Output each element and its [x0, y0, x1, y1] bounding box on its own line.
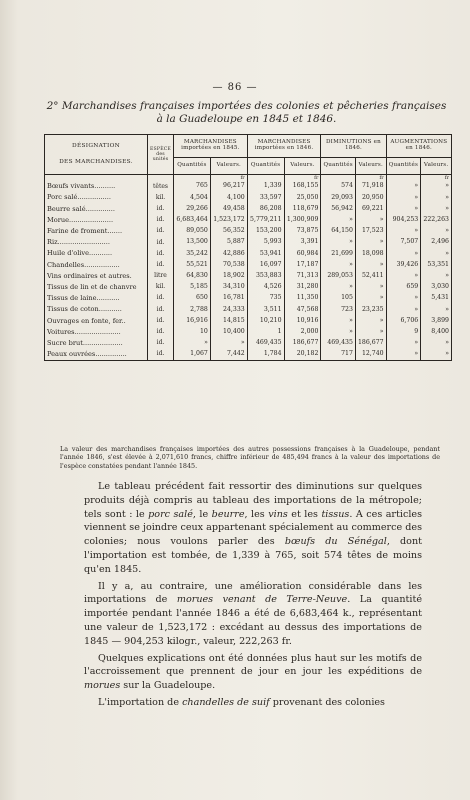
row-unit: kil.	[148, 192, 174, 203]
cell-va: 222,263	[421, 215, 452, 226]
cell-v46: 20,182	[284, 349, 321, 361]
row-label: Farine de froment.......	[45, 226, 148, 237]
row-label: Tissus de coton...........	[45, 304, 148, 315]
cell-q46: 86,208	[247, 203, 284, 214]
cell-v46: 168,155	[284, 181, 321, 192]
cell-va: »	[421, 203, 452, 214]
cell-v45: 16,781	[210, 293, 247, 304]
cell-qa: »	[386, 248, 421, 259]
subheader-quantity: Quantités	[174, 158, 211, 175]
row-unit: id.	[148, 338, 174, 349]
cell-qa: 7,507	[386, 237, 421, 248]
cell-va: 2,496	[421, 237, 452, 248]
cell-q46: 10,210	[247, 315, 284, 326]
cell-qd: »	[321, 259, 356, 270]
cell-vd: 52,411	[355, 271, 386, 282]
cell-vd: 71,918	[355, 181, 386, 192]
table-row	[45, 326, 452, 337]
cell-qd: 64,150	[321, 226, 356, 237]
cell-va: »	[421, 349, 452, 361]
paragraph: Il y a, au contraire, une amélioration considérable dans les importations de morues venant de Terre-Neuve. La quantité importée pendant l'année 1846 a été de 6,683,464 k., représentant une valeur de 1,523,172 : excédant au dessus des importations de 1845 — 904,253 kilogr., valeur, 222,263 fr.	[84, 580, 423, 647]
row-unit: têtes	[148, 181, 174, 192]
row-label: Huile d'olive...........	[45, 248, 148, 259]
cell-vd: »	[355, 282, 386, 293]
cell-va: »	[421, 304, 452, 315]
cell-vd: 186,677	[355, 338, 386, 349]
cell-v46: 60,984	[284, 248, 321, 259]
cell-qd: »	[321, 237, 356, 248]
cell-qa: »	[386, 203, 421, 214]
cell-qd: 469,435	[321, 338, 356, 349]
cell-va: »	[421, 248, 452, 259]
cell-q45: 1,067	[174, 349, 211, 361]
cell-vd: 23,235	[355, 304, 386, 315]
cell-qd: »	[321, 282, 356, 293]
cell-q46: 5,993	[247, 237, 284, 248]
cell-v45: 34,310	[210, 282, 247, 293]
header-group-1846: MARCHANDISES importées en 1846.	[247, 135, 321, 158]
table-row	[45, 237, 452, 248]
cell-qa: 904,253	[386, 215, 421, 226]
cell-v46: 2,000	[284, 326, 321, 337]
subheader-quantity: Quantités	[321, 158, 356, 175]
cell-va: 53,351	[421, 259, 452, 270]
row-label: Vins ordinaires et autres.	[45, 271, 148, 282]
cell-qa: »	[386, 293, 421, 304]
cell-vd: 12,740	[355, 349, 386, 361]
cell-v45: 56,352	[210, 226, 247, 237]
page-number: — 86 —	[212, 82, 258, 93]
cell-va: »	[421, 338, 452, 349]
cell-v45: 18,902	[210, 271, 247, 282]
cell-v46: 1,300,909	[284, 215, 321, 226]
cell-q45: 29,266	[174, 203, 211, 214]
cell-v46: 10,916	[284, 315, 321, 326]
cell-vd: »	[355, 326, 386, 337]
row-unit: id.	[148, 248, 174, 259]
row-unit: id.	[148, 203, 174, 214]
subheader-value: Valeurs.	[210, 158, 247, 175]
row-unit: id.	[148, 237, 174, 248]
cell-v45: 42,886	[210, 248, 247, 259]
cell-va: 5,431	[421, 293, 452, 304]
cell-q46: 16,097	[247, 259, 284, 270]
cell-va: »	[421, 271, 452, 282]
cell-q46: 33,597	[247, 192, 284, 203]
currency-label: fr	[421, 175, 452, 182]
cell-q45: 55,521	[174, 259, 211, 270]
table-row	[45, 304, 452, 315]
cell-qa: 6,706	[386, 315, 421, 326]
cell-q46: 4,526	[247, 282, 284, 293]
cell-q46: 1,339	[247, 181, 284, 192]
cell-v46: 118,679	[284, 203, 321, 214]
cell-v46: 3,391	[284, 237, 321, 248]
cell-qd: 574	[321, 181, 356, 192]
table-row	[45, 248, 452, 259]
row-unit: id.	[148, 304, 174, 315]
cell-q45: 2,788	[174, 304, 211, 315]
row-unit: id.	[148, 215, 174, 226]
table-row	[45, 203, 452, 214]
cell-va: »	[421, 226, 452, 237]
cell-v45: 5,887	[210, 237, 247, 248]
table-row	[45, 192, 452, 203]
row-label: Beurre salé..............	[45, 203, 148, 214]
cell-q45: 5,185	[174, 282, 211, 293]
table-row	[45, 315, 452, 326]
cell-q45: 16,916	[174, 315, 211, 326]
cell-qd: 21,699	[321, 248, 356, 259]
cell-q45: 35,242	[174, 248, 211, 259]
row-label: Voitures......................	[45, 326, 148, 337]
row-unit: litre	[148, 271, 174, 282]
table-title: 2° Marchandises françaises importées des colonies et pêcheries françaises à la Guadeloupe en 1845 et 1846.	[46, 100, 447, 125]
cell-v46: 186,677	[284, 338, 321, 349]
row-label: Porc salé................	[45, 192, 148, 203]
cell-qa: »	[386, 192, 421, 203]
cell-va: »	[421, 181, 452, 192]
subheader-quantity: Quantités	[386, 158, 421, 175]
cell-q46: 469,435	[247, 338, 284, 349]
table-row	[45, 349, 452, 361]
cell-v45: 10,400	[210, 326, 247, 337]
table-row	[45, 271, 452, 282]
cell-q45: 64,830	[174, 271, 211, 282]
table-row	[45, 282, 452, 293]
row-unit: id.	[148, 259, 174, 270]
table-row	[45, 293, 452, 304]
cell-va: 3,899	[421, 315, 452, 326]
cell-qa: 659	[386, 282, 421, 293]
currency-label: fr	[210, 175, 247, 182]
header-group-1845: MARCHANDISES importées en 1845.	[174, 135, 248, 158]
cell-q46: 353,883	[247, 271, 284, 282]
header-designation: DÉSIGNATION DES MARCHANDISES.	[45, 135, 148, 175]
row-unit: id.	[148, 226, 174, 237]
cell-qd: »	[321, 326, 356, 337]
cell-qd: 105	[321, 293, 356, 304]
body-text	[84, 480, 422, 713]
cell-q45: »	[174, 338, 211, 349]
row-label: Peaux ouvrées...............	[45, 349, 148, 361]
cell-qa: »	[386, 181, 421, 192]
row-unit: id.	[148, 326, 174, 337]
row-label: Ouvrages en fonte, fer..	[45, 315, 148, 326]
cell-v46: 17,187	[284, 259, 321, 270]
cell-q45: 4,504	[174, 192, 211, 203]
row-label: Sucre brut...................	[45, 338, 148, 349]
cell-vd: 17,523	[355, 226, 386, 237]
cell-v46: 47,568	[284, 304, 321, 315]
cell-qd: 29,093	[321, 192, 356, 203]
cell-qa: 39,426	[386, 259, 421, 270]
cell-qd: 289,053	[321, 271, 356, 282]
row-label: Morue.....................	[45, 215, 148, 226]
row-label: Riz.........................	[45, 237, 148, 248]
paragraph: Le tableau précédent fait ressortir des diminutions sur quelques produits déjà compris au tableau des importations de la métropole; tels sont : le porc salé, le beurre, les vins et les tissus. A ces articles viennent se joindre ceux appartenant spécialement au commerce des colonies; nous voulons parler des bœufs du Sénégal, dont l'importation est tombée, de 1,339 à 765, soit 574 têtes de moins qu'en 1845.	[84, 481, 422, 575]
subheader-value: Valeurs.	[355, 158, 386, 175]
cell-v45: 4,100	[210, 192, 247, 203]
row-label: Tissus de laine...........	[45, 293, 148, 304]
cell-v45: 1,523,172	[210, 215, 247, 226]
cell-v45: 24,333	[210, 304, 247, 315]
subheader-quantity: Quantités	[247, 158, 284, 175]
cell-v45: 7,442	[210, 349, 247, 361]
cell-q45: 13,500	[174, 237, 211, 248]
currency-label: fr	[284, 175, 321, 182]
row-label: Bœufs vivants..........	[45, 181, 148, 192]
table-row	[45, 338, 452, 349]
cell-qd: 717	[321, 349, 356, 361]
cell-va: 8,400	[421, 326, 452, 337]
cell-vd: »	[355, 215, 386, 226]
cell-v45: 49,458	[210, 203, 247, 214]
cell-qd: »	[321, 215, 356, 226]
cell-qa: »	[386, 271, 421, 282]
cell-v45: 96,217	[210, 181, 247, 192]
cell-q46: 153,200	[247, 226, 284, 237]
table-row	[45, 226, 452, 237]
cell-q46: 1	[247, 326, 284, 337]
table-row	[45, 259, 452, 270]
cell-vd: »	[355, 315, 386, 326]
row-unit: id.	[148, 315, 174, 326]
subheader-value: Valeurs.	[421, 158, 452, 175]
cell-v46: 73,875	[284, 226, 321, 237]
subheader-value: Valeurs.	[284, 158, 321, 175]
cell-q45: 10	[174, 326, 211, 337]
cell-q46: 53,941	[247, 248, 284, 259]
cell-qa: »	[386, 338, 421, 349]
cell-v45: 14,815	[210, 315, 247, 326]
cell-v45: »	[210, 338, 247, 349]
cell-q46: 5,779,211	[247, 215, 284, 226]
cell-vd: »	[355, 259, 386, 270]
cell-v46: 31,280	[284, 282, 321, 293]
row-unit: kil.	[148, 282, 174, 293]
row-label: Tissus de lin et de chanvre	[45, 282, 148, 293]
cell-q45: 765	[174, 181, 211, 192]
header-unit: ESPÈCE des unités	[148, 135, 174, 175]
cell-qa: »	[386, 226, 421, 237]
cell-q46: 3,511	[247, 304, 284, 315]
cell-q46: 735	[247, 293, 284, 304]
cell-qd: 56,942	[321, 203, 356, 214]
table-row	[45, 181, 452, 192]
cell-vd: »	[355, 293, 386, 304]
cell-qa: »	[386, 349, 421, 361]
currency-label: fr	[355, 175, 386, 182]
cell-v46: 11,350	[284, 293, 321, 304]
paragraph: L'importation de chandelles de suif provenant des colonies	[98, 696, 385, 708]
row-unit: id.	[148, 349, 174, 361]
cell-v45: 70,538	[210, 259, 247, 270]
header-group-diminutions: DIMINUTIONS en 1846.	[321, 135, 386, 158]
cell-qa: 9	[386, 326, 421, 337]
cell-qa: »	[386, 304, 421, 315]
cell-vd: 18,098	[355, 248, 386, 259]
cell-q46: 1,784	[247, 349, 284, 361]
row-unit: id.	[148, 293, 174, 304]
cell-vd: 69,221	[355, 203, 386, 214]
table-row	[45, 215, 452, 226]
row-label: Chandelles.................	[45, 259, 148, 270]
cell-vd: »	[355, 237, 386, 248]
cell-v46: 25,050	[284, 192, 321, 203]
cell-va: 3,030	[421, 282, 452, 293]
cell-va: »	[421, 192, 452, 203]
cell-v46: 71,313	[284, 271, 321, 282]
cell-q45: 89,050	[174, 226, 211, 237]
cell-q45: 6,683,464	[174, 215, 211, 226]
cell-qd: 723	[321, 304, 356, 315]
header-group-augmentations: AUGMENTATIONS en 1846.	[386, 135, 451, 158]
cell-qd: »	[321, 315, 356, 326]
table-footnote: La valeur des marchandises françaises importées des autres possessions françaises à la Guadeloupe, pendant l'année 1846, s'est élevée à 2,071,610 francs, chiffre inférieur de 485,494 francs à la valeur des importations de l'espèce constatées pendant l'année 1845.	[60, 445, 440, 470]
cell-vd: 20,950	[355, 192, 386, 203]
imports-table	[44, 134, 452, 361]
cell-q45: 650	[174, 293, 211, 304]
paragraph: Quelques explications ont été données plus haut sur les motifs de l'accroissement que prennent de jour en jour les expéditions de morues sur la Guadeloupe.	[84, 652, 422, 692]
